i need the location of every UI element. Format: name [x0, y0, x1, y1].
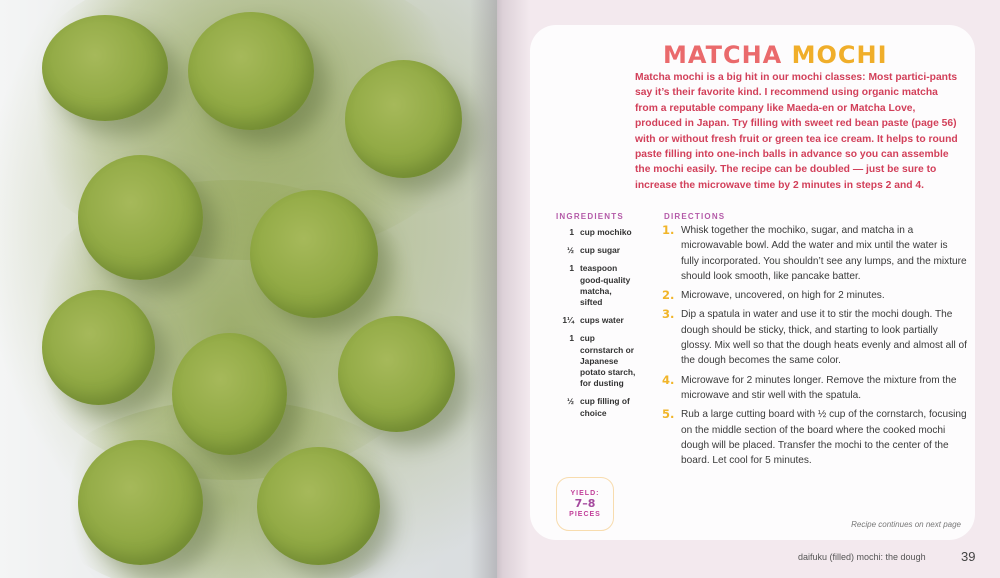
- ingredient-desc: cup cornstarch or Japanese potato starch, for dusting: [580, 333, 636, 389]
- step-number: 4.: [662, 372, 675, 387]
- ingredient-desc: cup sugar: [580, 245, 621, 256]
- step-text: Microwave, uncovered, on high for 2 minutes.: [681, 290, 885, 302]
- ingredients-list: [554, 227, 636, 426]
- ingredient-qty: 1: [569, 227, 574, 237]
- ingredient-item: [554, 333, 636, 389]
- directions-list: [662, 223, 967, 472]
- mochi-ball: [188, 12, 314, 130]
- yield-label: YIELD:: [570, 490, 600, 497]
- step-number: 1.: [662, 223, 675, 237]
- mochi-ball: [78, 155, 203, 280]
- mochi-ball: [172, 333, 287, 455]
- direction-step: [662, 223, 967, 284]
- ingredient-item: [554, 263, 636, 308]
- page-number: 39: [961, 549, 976, 564]
- recipe-card: [530, 25, 975, 540]
- running-head: daifuku (filled) mochi: the dough: [798, 552, 926, 562]
- step-text: Microwave for 2 minutes longer. Remove the mixture from the microwave and stir well with the spatula.: [681, 374, 957, 401]
- direction-step: [662, 373, 967, 404]
- title-mochi: MOCHI: [791, 41, 888, 69]
- step-text: Whisk together the mochiko, sugar, and matcha in a microwavable bowl. Add the water and mix until the water is fully incorporated. You shouldn’t see any lumps, and the mixture should look smooth, like pancake batter.: [681, 225, 967, 282]
- ingredient-desc: cups water: [580, 315, 624, 326]
- direction-step: [662, 307, 967, 368]
- ingredient-qty: 1: [569, 263, 574, 274]
- ingredients-heading: INGREDIENTS: [556, 212, 624, 221]
- recipe-title: [663, 41, 888, 69]
- continues-note: Recipe continues on next page: [851, 520, 961, 529]
- mochi-ball: [250, 190, 378, 318]
- step-number: 3.: [662, 307, 675, 322]
- mochi-ball: [345, 60, 462, 178]
- ingredient-qty: ½: [567, 245, 574, 256]
- ingredient-desc: cup filling of choice: [580, 396, 630, 418]
- step-text: Dip a spatula in water and use it to stir the mochi dough. The dough should be sticky, thick, and starting to look partially glossy. Mix well so that the dough heats evenly and almost all of the dough becomes the same color.: [681, 309, 967, 367]
- direction-step: [662, 288, 967, 303]
- ingredient-qty: 1¼: [562, 315, 574, 326]
- ingredient-item: [554, 245, 636, 256]
- yield-badge: [556, 477, 614, 531]
- ingredient-item: [554, 396, 636, 418]
- step-number: 2.: [662, 288, 675, 303]
- book-gutter: [470, 0, 530, 578]
- ingredient-item: [554, 227, 636, 238]
- ingredient-desc: teaspoon good-quality matcha, sifted: [580, 263, 631, 308]
- yield-amount: 7–8: [574, 497, 596, 510]
- mochi-photo: [0, 0, 497, 578]
- directions-heading: DIRECTIONS: [664, 212, 726, 221]
- direction-step: [662, 407, 967, 468]
- recipe-intro: Matcha mochi is a big hit in our mochi classes: Most partici-pants say it’s their favorite kind. I recommend using organic matcha from a reputable company like Maeda-en or Matcha Love, produced in Japan. Try filling with sweet red bean paste (page 56) with or without fresh fruit or green tea ice cream. It helps to round paste filling into one-inch balls in advance so you can assemble the mochi easily. The recipe can be doubled — just be sure to increase the microwave time by 2 minutes in steps 2 and 4.: [635, 72, 958, 191]
- ingredient-qty: ½: [567, 396, 574, 407]
- ingredient-item: [554, 315, 636, 326]
- ingredient-qty: 1: [569, 333, 574, 344]
- mochi-ball: [338, 316, 455, 432]
- step-text: Rub a large cutting board with ½ cup of the cornstarch, focusing on the middle section of the board where the cooked mochi dough will be placed. Transfer the mochi to the center of the board. Let cool for 5 minutes.: [681, 409, 967, 467]
- ingredient-desc: cup mochiko: [580, 227, 632, 237]
- mochi-ball: [78, 440, 203, 565]
- mochi-ball: [257, 447, 380, 565]
- yield-unit: PIECES: [569, 511, 601, 518]
- step-number: 5.: [662, 407, 675, 422]
- mochi-ball: [42, 290, 155, 405]
- title-matcha: MATCHA: [663, 41, 783, 69]
- mochi-ball: [42, 15, 168, 121]
